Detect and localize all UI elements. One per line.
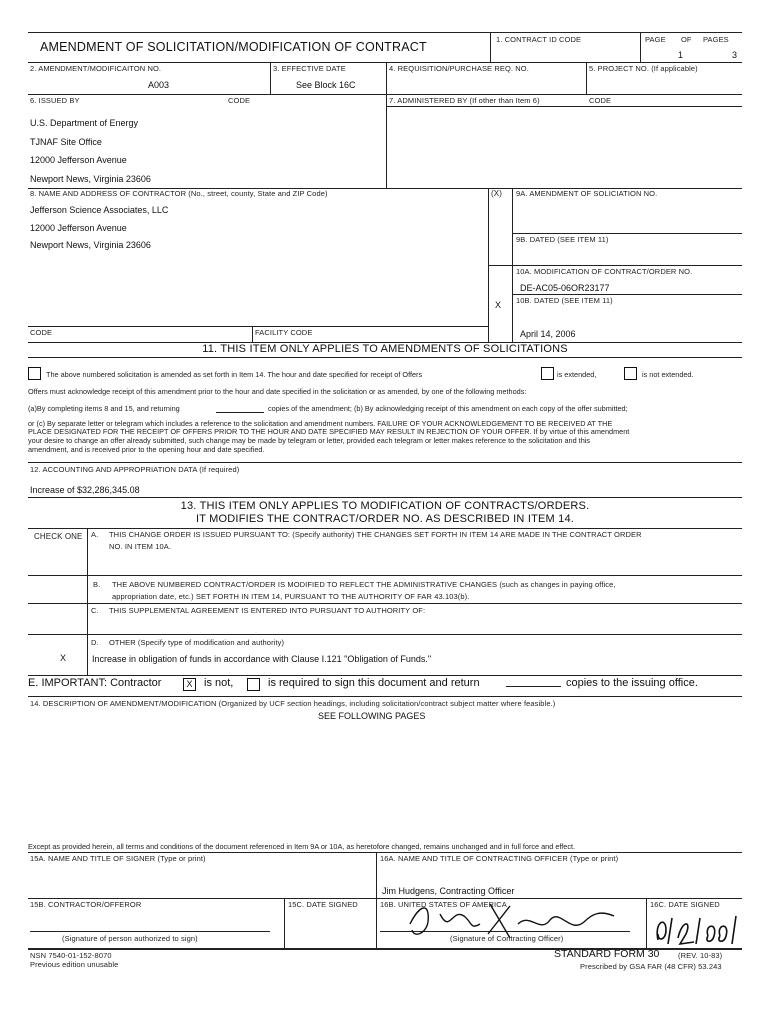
total-pages: 3 (732, 50, 738, 60)
contracting-officer-name-label: 16A. NAME AND TITLE OF CONTRACTING OFFICER (Type or print) (380, 854, 619, 863)
item11-line: copies of the amendment; (b) By acknowledging receipt of this amendment on each copy of the offer submitted; (268, 404, 628, 413)
modification-contract-label: 10A. MODIFICATION OF CONTRACT/ORDER NO. (516, 267, 693, 276)
prescribed-by: Prescribed by GSA FAR (48 CFR) 53.243 (580, 962, 722, 971)
requisition-label: 4. REQUISITION/PURCHASE REQ. NO. (389, 64, 529, 73)
option-d-letter: D. (91, 638, 99, 647)
item11-line: or (c) By separate letter or telegram which includes a reference to the solicitation and amendment numbers. FAILURE OF YOUR ACKNOWLEDGEMENT TO BE RECEIVED AT THE (28, 419, 613, 428)
extended-checkbox[interactable] (541, 367, 554, 380)
effective-date-value: See Block 16C (296, 80, 356, 90)
option-a-text: NO. IN ITEM 10A. (109, 542, 172, 551)
option-c-text: THIS SUPPLEMENTAL AGREEMENT IS ENTERED INTO PURSUANT TO AUTHORITY OF: (109, 606, 426, 615)
option-b-text: appropriation date, etc.) SET FORTH IN ITEM 14, PURSUANT TO THE AUTHORITY OF FAR 43.103(b). (112, 592, 470, 601)
officer-date-signed-label: 16C. DATE SIGNED (650, 900, 720, 909)
contract-order-no-value: DE-AC05-06OR23177 (520, 283, 610, 293)
form-top-rule (28, 32, 742, 33)
dated-9b-label: 9B. DATED (SEE ITEM 11) (516, 235, 609, 244)
item13-heading: 13. THIS ITEM ONLY APPLIES TO MODIFICATION OF CONTRACTS/ORDERS. (180, 500, 590, 512)
check-one-label: CHECK ONE (34, 532, 83, 541)
item11-line: amendment, and is received prior to the opening hour and date specified. (28, 445, 265, 454)
modification-check-mark: X (495, 300, 502, 310)
issued-by-line: Newport News, Virginia 23606 (30, 174, 151, 184)
amendment-no-value: A003 (148, 80, 170, 90)
handwritten-date (652, 910, 742, 948)
officer-signature (400, 894, 640, 942)
contractor-line: 12000 Jefferson Avenue (30, 223, 127, 233)
issued-by-line: U.S. Department of Energy (30, 118, 139, 128)
option-d-value: Increase in obligation of funds in accordance with Clause I.121 "Obligation of Funds." (92, 654, 432, 664)
item11-line: your desire to change an offer already submitted, such change may be made by telegram or letter, provided each telegram or letter makes reference to the solicitation and this (28, 436, 591, 445)
option-a-letter: A. (91, 530, 99, 539)
item11-heading: 11. THIS ITEM ONLY APPLIES TO AMENDMENTS OF SOLICITATIONS (202, 343, 568, 355)
extended-label: is extended, (557, 370, 597, 379)
description-label: 14. DESCRIPTION OF AMENDMENT/MODIFICATION (Organized by UCF section headings, including solicitation/contract subject matter where feasible.) (30, 699, 556, 708)
item11-line: The above numbered solicitation is amended as set forth in Item 14. The hour and date specified for receipt of Offers (46, 370, 423, 379)
option-b-text: THE ABOVE NUMBERED CONTRACT/ORDER IS MODIFIED TO REFLECT THE ADMINISTRATIVE CHANGES (such as changes in paying office, (112, 580, 616, 589)
facility-code-label: FACILITY CODE (255, 328, 313, 337)
option-a-text: THIS CHANGE ORDER IS ISSUED PURSUANT TO: (Specify authority) THE CHANGES SET FORTH IN ITEM 14 ARE MADE IN THE CONTRACT ORDER (109, 530, 642, 539)
x-column-header: (X) (491, 189, 502, 198)
signer-name-label: 15A. NAME AND TITLE OF SIGNER (Type or print) (30, 854, 206, 863)
united-states-label: 16B. UNITED STATES OF AMERICA (380, 900, 507, 909)
item11-line: Offers must acknowledge receipt of this amendment prior to the hour and date specified in the solicitation or as amended, by one of the following methods: (28, 387, 527, 396)
contractor-date-signed-label: 15C. DATE SIGNED (288, 900, 358, 909)
administered-by-label: 7. ADMINISTERED BY (If other than Item 6) (389, 96, 540, 105)
form-revision: (REV. 10-83) (678, 951, 723, 960)
page-number: 1 (678, 50, 684, 60)
contractor-line: Newport News, Virginia 23606 (30, 240, 151, 250)
of-label: OF (681, 35, 692, 44)
page-label: PAGE (645, 35, 666, 44)
issued-by-line: TJNAF Site Office (30, 137, 102, 147)
previous-edition-note: Previous edition unusable (30, 960, 119, 969)
option-d-text: OTHER (Specify type of modification and authority) (109, 638, 285, 647)
nsn-number: NSN 7540-01-152-8070 (30, 951, 112, 960)
effective-date-label: 3. EFFECTIVE DATE (273, 64, 346, 73)
pages-label: PAGES (703, 35, 729, 44)
amendment-no-label: 2. AMENDMENT/MODIFICAITON NO. (30, 64, 162, 73)
issued-by-line: 12000 Jefferson Avenue (30, 155, 127, 165)
dated-10b-label: 10B. DATED (SEE ITEM 11) (516, 296, 613, 305)
administered-by-code-label: CODE (589, 96, 612, 105)
is-not-label: is not, (204, 677, 234, 689)
standard-form-number: STANDARD FORM 30 (554, 948, 660, 960)
option-c-letter: C. (91, 606, 99, 615)
terms-statement: Except as provided herein, all terms and conditions of the document referenced in Item 9A or 10A, as heretofore changed, remains unchanged and in full force and effect. (28, 842, 576, 851)
dated-10b-value: April 14, 2006 (520, 329, 576, 339)
item11-line: PLACE DESIGNATED FOR THE RECEIPT OF OFFERS PRIOR TO THE HOUR AND DATE SPECIFIED MAY RESULT IN REJECTION OF YOUR OFFER. If by virtue of this amendment (28, 427, 630, 436)
issued-by-code-label: CODE (228, 96, 251, 105)
form-title: AMENDMENT OF SOLICITATION/MODIFICATION OF CONTRACT (40, 40, 427, 54)
contractor-code-label: CODE (30, 328, 53, 337)
contracting-officer-name: Jim Hudgens, Contracting Officer (382, 886, 515, 896)
item11-line: (a)By completing items 8 and 15, and returning (28, 404, 180, 413)
project-no-label: 5. PROJECT NO. (If applicable) (589, 64, 698, 73)
description-value: SEE FOLLOWING PAGES (318, 711, 426, 721)
contractor-label: 8. NAME AND ADDRESS OF CONTRACTOR (No., street, county, State and ZIP Code) (30, 189, 328, 198)
not-extended-checkbox[interactable] (624, 367, 637, 380)
accounting-data-value: Increase of $32,286,345.08 (30, 485, 140, 495)
accounting-data-label: 12. ACCOUNTING AND APPROPRIATION DATA (If required) (30, 465, 240, 474)
is-required-text: is required to sign this document and return (268, 677, 480, 689)
important-lead: E. IMPORTANT: Contractor (28, 677, 162, 689)
contract-id-code-label: 1. CONTRACT ID CODE (496, 35, 582, 44)
option-b-letter: B. (93, 580, 101, 589)
copies-text: copies to the issuing office. (566, 677, 698, 689)
option-d-check-mark: X (60, 653, 67, 663)
contractor-signature-caption: (Signature of person authorized to sign) (62, 934, 198, 943)
is-required-checkbox[interactable] (247, 678, 260, 691)
not-extended-label: is not extended. (642, 370, 694, 379)
solicitation-amended-checkbox[interactable] (28, 367, 41, 380)
issued-by-label: 6. ISSUED BY (30, 96, 80, 105)
officer-signature-caption: (Signature of Contracting Officer) (450, 934, 564, 943)
amendment-solicitation-label: 9A. AMENDMENT OF SOLICIATION NO. (516, 189, 658, 198)
contractor-line: Jefferson Science Associates, LLC (30, 205, 169, 215)
is-not-checkbox[interactable]: X (183, 678, 196, 691)
item13-subheading: IT MODIFIES THE CONTRACT/ORDER NO. AS DESCRIBED IN ITEM 14. (195, 513, 575, 525)
contractor-offeror-label: 15B. CONTRACTOR/OFFEROR (30, 900, 142, 909)
